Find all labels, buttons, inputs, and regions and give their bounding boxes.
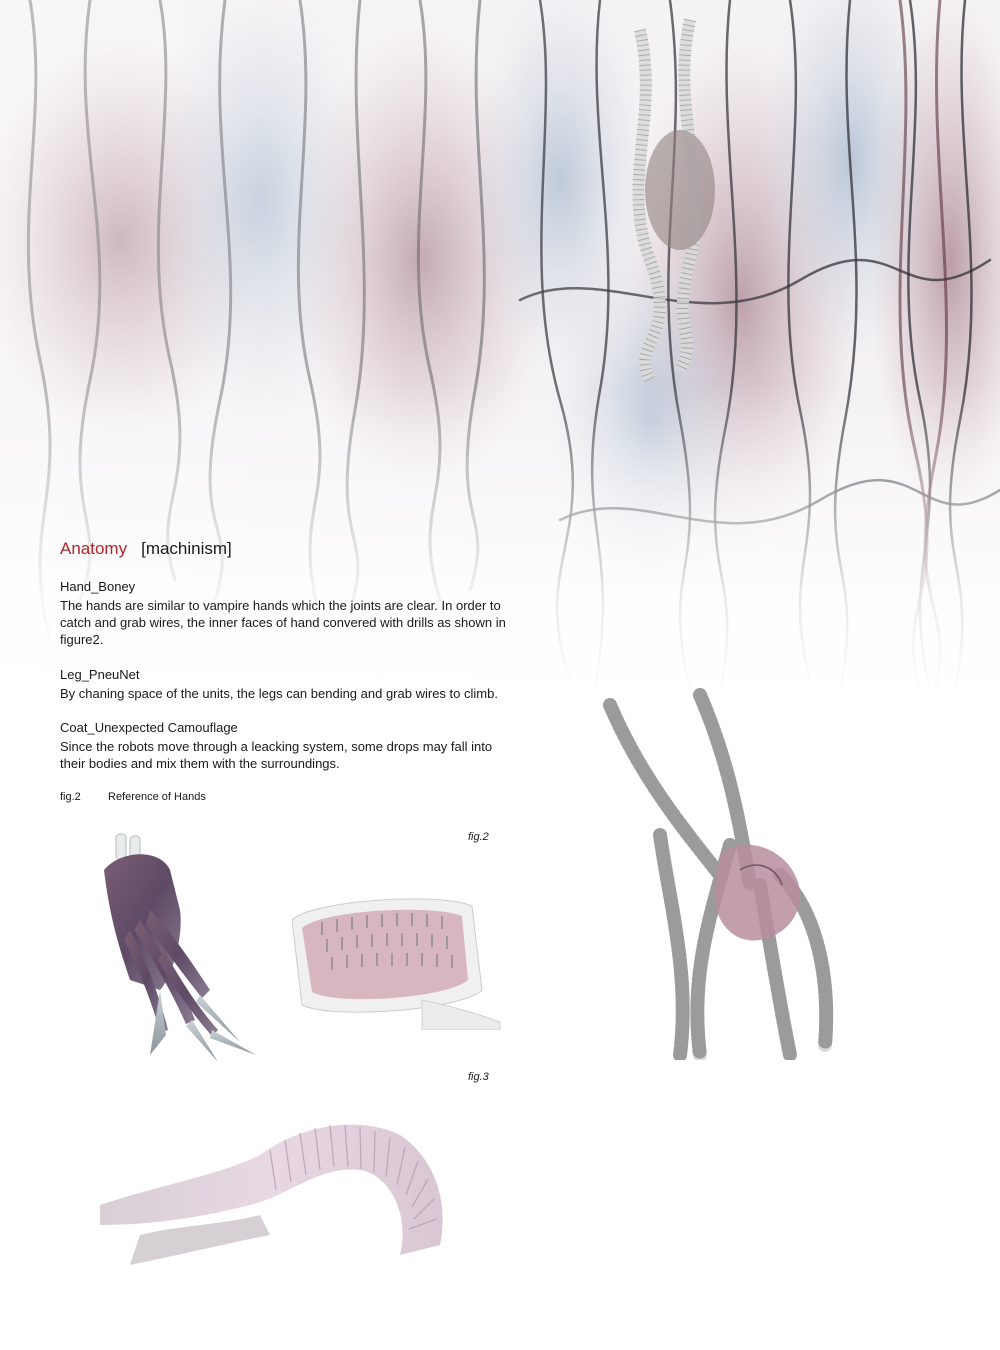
section-heading-leg: Leg_PneuNet <box>60 667 140 682</box>
robot-render-image <box>590 685 890 1060</box>
section-heading-coat: Coat_Unexpected Camouflage <box>60 720 238 735</box>
section-text-hand: The hands are similar to vampire hands which the joints are clear. In order to catch and grab wires, the inner faces of hand convered with drills as shown in figure2. <box>60 598 506 647</box>
title-subtitle: [machinism] <box>141 539 232 558</box>
figure-reference-number: fig.2 <box>60 791 81 803</box>
figure-label-fig3: fig.3 <box>468 1071 489 1083</box>
pneunet-leg-image <box>100 1095 490 1270</box>
drill-brush-image <box>272 880 502 1030</box>
title-main: Anatomy <box>60 539 128 558</box>
figure-label-fig2: fig.2 <box>468 831 489 843</box>
figure-reference <box>60 791 206 803</box>
section-text-leg: By chaning space of the units, the legs can bending and grab wires to climb. <box>60 686 498 701</box>
vampire-hand-image <box>100 830 260 1065</box>
figure-reference-caption: Reference of Hands <box>108 791 206 803</box>
section-heading-hand: Hand_Boney <box>60 579 136 594</box>
page-title <box>60 539 232 559</box>
section-text-coat: Since the robots move through a leacking system, some drops may fall into their bodies and mix them with the surroundings. <box>60 739 493 771</box>
